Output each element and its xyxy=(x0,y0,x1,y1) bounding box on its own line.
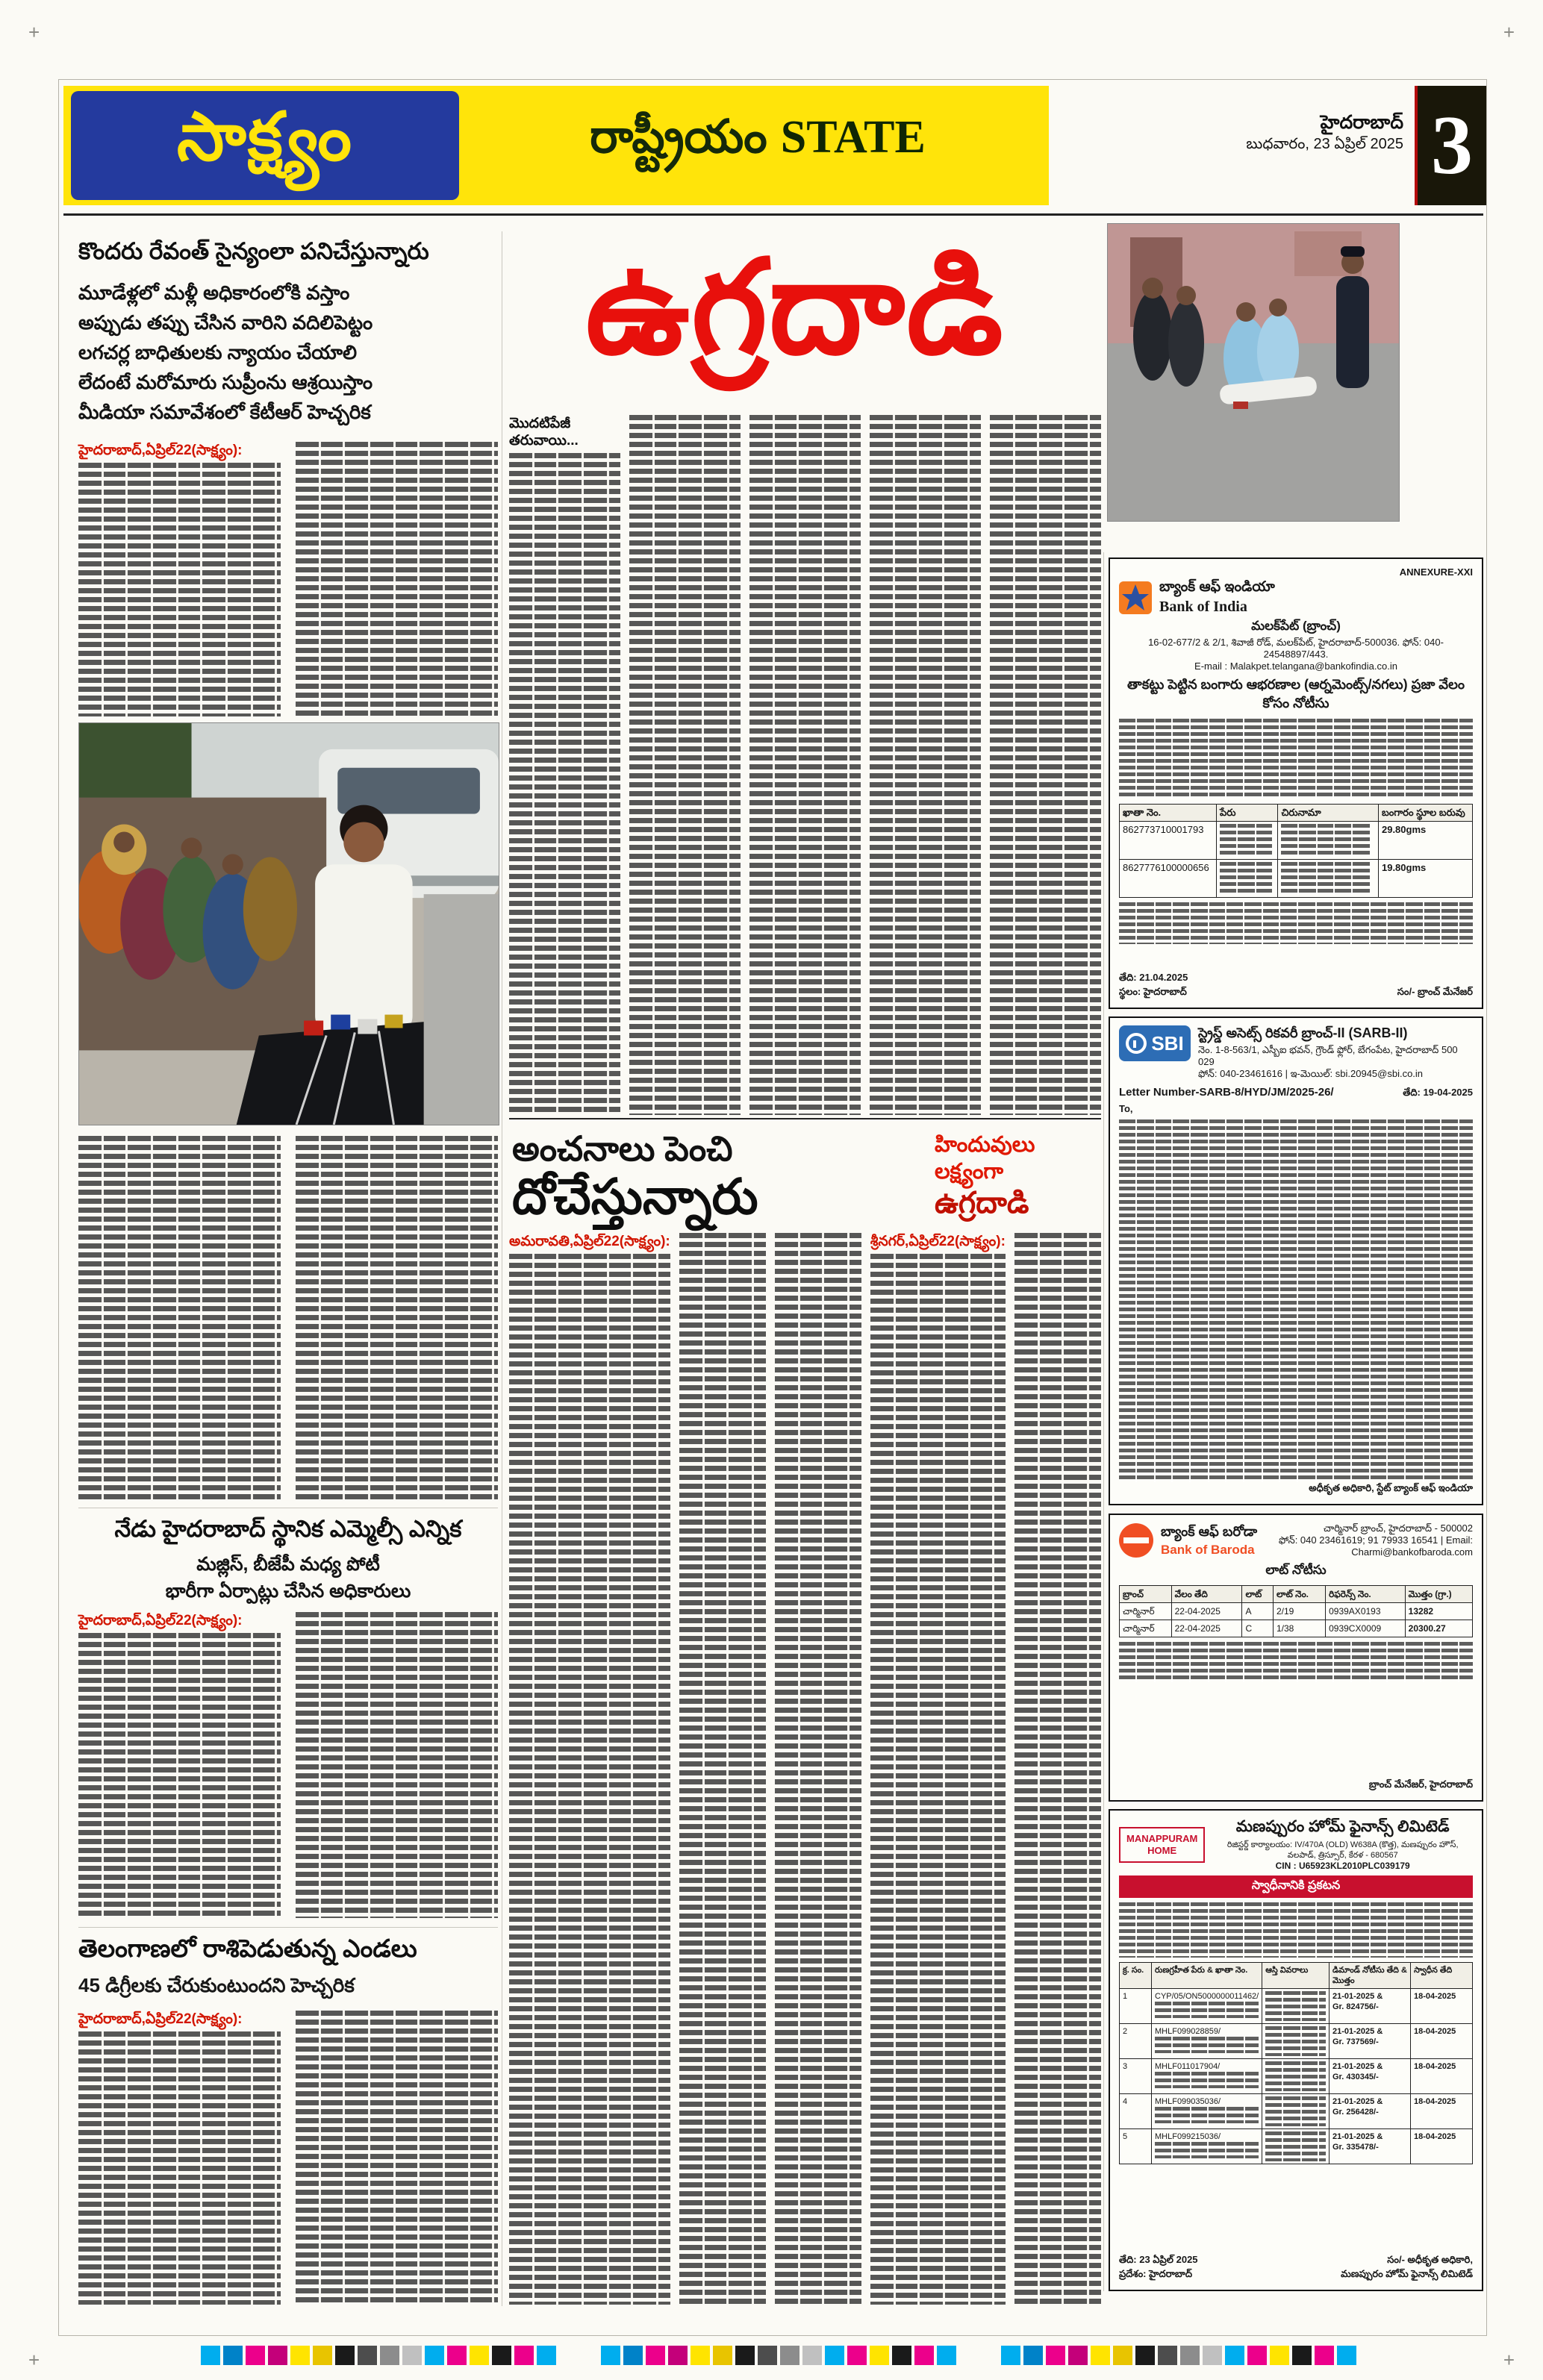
color-patch xyxy=(1001,2346,1020,2365)
ad-text-block xyxy=(1265,1991,1326,2021)
auction-date-cell: 22-04-2025 xyxy=(1171,1603,1242,1620)
color-patch xyxy=(402,2346,422,2365)
color-patch xyxy=(1203,2346,1222,2365)
color-patch xyxy=(425,2346,444,2365)
possession-date-cell: 18-04-2025 xyxy=(1411,2094,1473,2129)
terror-article-headline: ఉగ్రదాడి xyxy=(935,1187,1029,1219)
sbi-keyhole-icon xyxy=(1126,1033,1147,1054)
sbi-logo xyxy=(1119,1025,1191,1061)
sbi-footer xyxy=(1119,1482,1473,1496)
color-patch-gap xyxy=(559,2346,601,2365)
boi-signature: సం/- బ్రాంచ్ మేనేజర్ xyxy=(1397,986,1473,997)
boi-name-telugu: బ్యాంక్ ఆఫ్ ఇండియా xyxy=(1159,579,1275,595)
body-text-block xyxy=(1014,1233,1101,2305)
center-bottom-text xyxy=(509,1233,1101,2305)
body-text-block xyxy=(296,1136,498,1503)
deck-line: భారీగా ఏర్పాట్లు చేసిన అధికారులు xyxy=(165,1581,411,1602)
color-patch xyxy=(1315,2346,1334,2365)
manappuram-reg-office: రిజిస్టర్డ్ కార్యాలయం: IV/470A (OLD) W638A (కొత్త), మణప్పురం హౌస్, వలపాడ్, త్రిస్సూర్, కేరళ - 680567 xyxy=(1226,1840,1459,1860)
color-patch xyxy=(290,2346,310,2365)
demand-amount-cell: Gr. 335478/- xyxy=(1332,2143,1379,2152)
possession-date-cell: 18-04-2025 xyxy=(1411,2129,1473,2164)
newspaper-logo-text: సాక్ష్యం xyxy=(176,99,354,175)
ktr-article-body-bottom xyxy=(78,1136,498,1503)
ad-text-block xyxy=(1155,2037,1259,2053)
bob-footer xyxy=(1119,1778,1473,1793)
loot-article-headline-block xyxy=(512,1128,915,1224)
color-patch xyxy=(537,2346,556,2365)
body-text-block xyxy=(296,442,498,716)
edition-date-block xyxy=(1194,110,1403,154)
table-header: లాట్ xyxy=(1242,1586,1274,1603)
ad-text-block xyxy=(1119,719,1473,799)
ad-text-block xyxy=(1281,862,1371,895)
body-text-block xyxy=(78,1633,281,1918)
branch-cell: చార్మినార్ xyxy=(1120,1620,1172,1637)
boi-address: 16-02-677/2 & 2/1, శివాజీ రోడ్, మలక్‌పేట్, హైదరాబాద్-500036. ఫోన్: 040-24548897/443. xyxy=(1148,637,1444,660)
ktr-article-headline: కొందరు రేవంత్ సైన్యంలా పనిచేస్తున్నారు xyxy=(78,238,429,264)
color-patch xyxy=(447,2346,467,2365)
section-title xyxy=(478,110,1038,175)
color-patch xyxy=(914,2346,934,2365)
account-cell: MHLF099028859/ xyxy=(1155,2027,1221,2036)
color-patch xyxy=(668,2346,688,2365)
account-cell: MHLF099035036/ xyxy=(1155,2097,1221,2106)
manappuram-signature: సం/- అధీకృత అధికారి, xyxy=(1387,2254,1473,2265)
boi-branch: మలక్‌పేట్ (బ్రాంచ్) xyxy=(1251,619,1341,633)
color-patch xyxy=(825,2346,844,2365)
demand-amount-cell: Gr. 824756/- xyxy=(1332,2002,1379,2011)
masthead-rule xyxy=(63,213,1483,216)
sbi-branch-title: స్ట్రెస్డ్ అసెట్స్ రికవరీ బ్రాంచ్-II (SARB-II) xyxy=(1198,1025,1408,1040)
bank-of-india-icon xyxy=(1119,581,1152,614)
gold-weight: 19.80gms xyxy=(1378,860,1472,898)
table-header: క్ర. సం. xyxy=(1120,1963,1152,1989)
dateline: హైదరాబాద్,ఏప్రిల్22(సాక్ష్యం): xyxy=(78,1613,243,1628)
color-patch xyxy=(223,2346,243,2365)
table-row xyxy=(1120,1620,1473,1637)
body-text-block xyxy=(296,2011,498,2305)
table-row xyxy=(1120,860,1473,898)
color-patch xyxy=(1270,2346,1289,2365)
color-patch xyxy=(646,2346,665,2365)
body-text-block xyxy=(870,1254,1006,2305)
continued-from-page-one: మొదటిపేజీ తరువాయి... xyxy=(509,416,579,449)
possession-notice-band: స్వాధీనానికి ప్రకటన xyxy=(1119,1875,1473,1898)
demand-date-cell: 21-01-2025 & xyxy=(1332,2097,1383,2106)
body-text-block xyxy=(870,415,981,1115)
color-patch xyxy=(1046,2346,1065,2365)
color-patch xyxy=(1068,2346,1088,2365)
manappuram-place: ప్రదేశం: హైదరాబాద్ xyxy=(1119,2268,1193,2279)
dateline: అమరావతి,ఏప్రిల్22(సాక్ష్యం): xyxy=(509,1234,670,1249)
color-patch xyxy=(358,2346,377,2365)
serial-cell: 4 xyxy=(1120,2094,1152,2129)
terror-article-headline-block xyxy=(935,1131,1100,1221)
deck-line: లగచర్ల బాధితులకు న్యాయం చేయాలి xyxy=(78,341,358,363)
heat-article-body xyxy=(78,2011,498,2305)
table-row xyxy=(1120,2094,1473,2129)
separator-rule xyxy=(78,1927,498,1928)
color-patch xyxy=(1023,2346,1043,2365)
body-text-block xyxy=(990,415,1101,1115)
possession-date-cell: 18-04-2025 xyxy=(1411,2059,1473,2094)
color-patch xyxy=(847,2346,867,2365)
ktr-article-body-top xyxy=(78,442,498,716)
ad-text-block xyxy=(1220,862,1272,895)
manappuram-signature-org: మణప్పురం హోమ్ ఫైనాన్స్ లిమిటెడ్ xyxy=(1341,2268,1473,2279)
cropmark-top-right: + xyxy=(1503,21,1515,43)
body-text-block xyxy=(749,415,861,1115)
body-text-block xyxy=(78,2031,281,2305)
demand-date-cell: 21-01-2025 & xyxy=(1332,2132,1383,2141)
bob-header-row xyxy=(1119,1522,1473,1558)
bank-of-baroda-ad xyxy=(1109,1514,1483,1802)
manappuram-ad xyxy=(1109,1809,1483,2291)
table-header: చిరునామా xyxy=(1278,805,1379,822)
manappuram-header-row xyxy=(1119,1818,1473,1871)
dateline: శ్రీనగర్,ఏప్రిల్22(సాక్ష్యం): xyxy=(870,1234,1006,1249)
possession-date-cell: 18-04-2025 xyxy=(1411,1989,1473,2024)
ad-text-block xyxy=(1155,2072,1259,2088)
color-patch xyxy=(380,2346,399,2365)
bob-name-english: Bank of Baroda xyxy=(1161,1542,1255,1557)
reference-cell: 0939AX0193 xyxy=(1326,1603,1406,1620)
account-number: 8627776100000656 xyxy=(1120,860,1217,898)
ktr-press-photo xyxy=(78,722,499,1125)
table-header: స్వాధీన తేది xyxy=(1411,1963,1473,1989)
deck-line: మీడియా సమావేశంలో కేటీఆర్ హెచ్చరిక xyxy=(78,401,371,423)
sbi-contact: ఫోన్: 040-23461616 | ఇ-మెయిల్: sbi.20945@sbi.co.in xyxy=(1198,1068,1424,1079)
manappuram-logo-line2: HOME xyxy=(1147,1844,1177,1856)
ad-text-block xyxy=(1265,2131,1326,2161)
color-patch xyxy=(870,2346,889,2365)
serial-cell: 2 xyxy=(1120,2024,1152,2059)
color-patch xyxy=(758,2346,777,2365)
sbi-to-label: To, xyxy=(1119,1103,1133,1114)
color-patch xyxy=(492,2346,511,2365)
table-header: బ్రాంచ్ xyxy=(1120,1586,1172,1603)
demand-amount-cell: Gr. 737569/- xyxy=(1332,2037,1379,2046)
lot-type-cell: A xyxy=(1242,1603,1274,1620)
color-patch xyxy=(1225,2346,1244,2365)
demand-date-cell: 21-01-2025 & xyxy=(1332,2027,1383,2036)
table-header: బంగారం స్థూల బరువు xyxy=(1378,805,1472,822)
center-top-text xyxy=(509,415,1101,1115)
mlc-article-deck xyxy=(78,1551,498,1605)
ad-text-block xyxy=(1281,824,1371,857)
demand-date-cell: 21-01-2025 & xyxy=(1332,1992,1383,2001)
cropmark-bottom-right: + xyxy=(1503,2349,1515,2371)
ad-text-block xyxy=(1155,2142,1259,2158)
color-patch xyxy=(780,2346,799,2365)
body-text-block xyxy=(775,1233,861,2305)
ad-text-block xyxy=(1155,2107,1259,2123)
ad-text-block xyxy=(1265,2061,1326,2091)
body-text-block xyxy=(509,453,620,1115)
demand-amount-cell: Gr. 256428/- xyxy=(1332,2108,1379,2117)
sbi-logo-text: SBI xyxy=(1151,1031,1184,1055)
center-section-rule xyxy=(509,1118,1101,1119)
body-text-block xyxy=(679,1233,766,2305)
sbi-letter-number: Letter Number-SARB-8/HYD/JM/2025-26/ xyxy=(1119,1086,1334,1099)
bob-notice-title: లాట్ నోటీసు xyxy=(1265,1563,1327,1577)
table-row xyxy=(1120,822,1473,860)
table-header: రిఫరెన్స్ నెం. xyxy=(1326,1586,1406,1603)
color-patch xyxy=(1158,2346,1177,2365)
annexure-label: ANNEXURE-XXI xyxy=(1399,566,1473,578)
ad-text-block xyxy=(1119,902,1473,944)
table-row xyxy=(1120,1603,1473,1620)
cropmark-top-left: + xyxy=(28,21,40,43)
reference-cell: 0939CX0009 xyxy=(1326,1620,1406,1637)
manappuram-cin: CIN : U65923KL2010PLC039179 xyxy=(1275,1861,1410,1871)
sbi-address: నెం. 1-8-563/1, ఎస్బీఐ భవన్, గ్రౌండ్ ఫ్లోర్, బేగంపేట, హైదరాబాద్ 500 029 xyxy=(1198,1044,1458,1067)
color-patch xyxy=(1337,2346,1356,2365)
dateline: హైదరాబాద్,ఏప్రిల్22(సాక్ష్యం): xyxy=(78,443,243,458)
lot-type-cell: C xyxy=(1242,1620,1274,1637)
table-row xyxy=(1120,2059,1473,2094)
color-patch xyxy=(268,2346,287,2365)
sbi-date: తేది: 19-04-2025 xyxy=(1403,1087,1473,1098)
section-title-telugu: రాష్ట్రీయం xyxy=(590,111,767,163)
body-text-block xyxy=(296,1612,498,1918)
account-cell: CYP/05/ON5000000011462/ xyxy=(1155,1992,1259,2001)
table-header: మొత్తం (గ్రా.) xyxy=(1405,1586,1472,1603)
edition-city: హైదరాబాద్ xyxy=(1320,112,1403,133)
ad-text-block xyxy=(1119,1902,1473,1958)
terror-article-kicker: హిందువులు లక్ష్యంగా xyxy=(935,1133,1035,1184)
table-header: పేరు xyxy=(1217,805,1278,822)
amount-cell: 13282 xyxy=(1405,1603,1472,1620)
bob-lot-table xyxy=(1119,1585,1473,1637)
lead-headline: ఉగ్రదాడి xyxy=(585,235,1005,381)
body-text-block xyxy=(509,1254,670,2305)
deck-line: లేదంటే మరోమారు సుప్రీంను ఆశ్రయిస్తాం xyxy=(78,371,373,393)
manappuram-name: మణప్పురం హోమ్ ఫైనాన్స్ లిమిటెడ్ xyxy=(1235,1818,1450,1835)
terror-attack-photo-art xyxy=(1108,224,1399,521)
color-patch xyxy=(1091,2346,1110,2365)
lot-number-cell: 2/19 xyxy=(1274,1603,1326,1620)
color-patch xyxy=(470,2346,489,2365)
color-patch xyxy=(735,2346,755,2365)
ad-text-block xyxy=(1265,2026,1326,2056)
gold-weight: 29.80gms xyxy=(1378,822,1472,860)
boi-email: E-mail : Malakpet.telangana@bankofindia.co.in xyxy=(1194,660,1397,672)
color-patch xyxy=(201,2346,220,2365)
sbi-header-row xyxy=(1119,1025,1473,1080)
table-header: ఆస్తి వివరాలు xyxy=(1262,1963,1330,1989)
manappuram-logo xyxy=(1119,1827,1205,1863)
manappuram-possession-table xyxy=(1119,1962,1473,2164)
color-patch xyxy=(246,2346,265,2365)
heat-article-headline: తెలంగాణలో రాశిపెడుతున్న ఎండలు xyxy=(78,1934,417,1962)
bank-of-baroda-icon xyxy=(1119,1523,1153,1558)
ktr-article-deck xyxy=(78,278,498,427)
color-patch xyxy=(623,2346,643,2365)
loot-article-kicker: అంచనాలు పెంచి xyxy=(512,1129,733,1168)
table-header: లాట్ నెం. xyxy=(1274,1586,1326,1603)
bob-signature: బ్రాంచ్ మేనేజర్, హైదరాబాద్ xyxy=(1368,1778,1473,1790)
manappuram-date: తేది: 23 ఏప్రిల్ 2025 xyxy=(1119,2254,1198,2265)
ad-text-block xyxy=(1155,2002,1259,2018)
ktr-press-photo-art xyxy=(79,723,499,1125)
color-patch xyxy=(514,2346,534,2365)
table-header: ఖాతా నెం. xyxy=(1120,805,1217,822)
ad-text-block xyxy=(1119,1642,1473,1682)
deck-line: మూడేళ్లలో మళ్లీ అధికారంలోకి వస్తాం xyxy=(78,281,350,304)
body-text-block xyxy=(78,463,281,716)
page-number: 3 xyxy=(1431,99,1473,192)
lot-number-cell: 1/38 xyxy=(1274,1620,1326,1637)
deck-line: మజ్లిస్, బీజేపీ మధ్య పోటీ xyxy=(196,1554,380,1575)
color-patch xyxy=(1247,2346,1267,2365)
color-patch xyxy=(713,2346,732,2365)
color-patch xyxy=(1135,2346,1155,2365)
bob-branch: చార్మినార్ బ్రాంచ్, హైదరాబాద్ - 500002 xyxy=(1323,1522,1473,1534)
auction-date-cell: 22-04-2025 xyxy=(1171,1620,1242,1637)
body-text-block xyxy=(78,1136,281,1503)
table-header: వేలం తేది xyxy=(1171,1586,1242,1603)
boi-footer xyxy=(1119,972,1473,1000)
bob-name-telugu: బ్యాంక్ ఆఫ్ బరోడా xyxy=(1161,1523,1258,1539)
body-text-block xyxy=(629,415,741,1115)
heat-article-subhead: 45 డిగ్రీలకు చేరుకుంటుందని హెచ్చరిక xyxy=(78,1974,355,1996)
sbi-signature: అధీకృత అధికారి, స్టేట్ బ్యాంక్ ఆఫ్ ఇండియా xyxy=(1309,1482,1473,1493)
color-patch xyxy=(937,2346,956,2365)
color-patch xyxy=(1292,2346,1312,2365)
color-patch xyxy=(691,2346,710,2365)
ad-text-block xyxy=(1119,1119,1473,1482)
newspaper-logo xyxy=(71,91,459,200)
color-patch xyxy=(313,2346,332,2365)
serial-cell: 3 xyxy=(1120,2059,1152,2094)
amount-cell: 20300.27 xyxy=(1405,1620,1472,1637)
section-title-english: STATE xyxy=(780,112,926,163)
mlc-article-body xyxy=(78,1612,498,1918)
dateline: హైదరాబాద్,ఏప్రిల్22(సాక్ష్యం): xyxy=(78,2011,243,2027)
cropmark-bottom-left: + xyxy=(28,2349,40,2371)
boi-date: తేది: 21.04.2025 xyxy=(1119,972,1188,983)
account-number: 862773710001793 xyxy=(1120,822,1217,860)
color-patch xyxy=(335,2346,355,2365)
ad-text-block xyxy=(1265,2096,1326,2126)
demand-date-cell: 21-01-2025 & xyxy=(1332,2062,1383,2071)
serial-cell: 5 xyxy=(1120,2129,1152,2164)
color-patch xyxy=(892,2346,911,2365)
deck-line: అప్పుడు తప్పు చేసిన వారిని వదిలిపెట్టం xyxy=(78,311,373,334)
loot-article-headline: దోచేస్తున్నారు xyxy=(512,1169,758,1224)
boi-name-english: Bank of India xyxy=(1159,599,1247,615)
boi-place: స్థలం: హైదరాబాద్ xyxy=(1119,986,1187,997)
sbi-ad xyxy=(1109,1016,1483,1505)
table-header: రుణగ్రహీత పేరు & ఖాతా నెం. xyxy=(1152,1963,1262,1989)
table-row xyxy=(1120,2024,1473,2059)
boi-notice-title: తాకట్టు పెట్టిన బంగారు ఆభరణాల (ఆర్నమెంట్స్/నగలు) ప్రజా వేలం కోసం నోటీసు xyxy=(1127,677,1465,710)
ad-text-block xyxy=(1220,824,1272,857)
color-patch xyxy=(1113,2346,1132,2365)
account-cell: MHLF011017904/ xyxy=(1155,2062,1221,2071)
bank-of-india-ad xyxy=(1109,557,1483,1009)
printer-marks xyxy=(78,2343,1482,2367)
terror-attack-photo xyxy=(1107,223,1400,522)
color-patch xyxy=(802,2346,822,2365)
table-row xyxy=(1120,2129,1473,2164)
column-rule-right xyxy=(1103,552,1104,2291)
bob-contact: ఫోన్: 040 23461619; 91 79933 16541 | Email: Charmi@bankofbaroda.com xyxy=(1278,1534,1473,1558)
serial-cell: 1 xyxy=(1120,1989,1152,2024)
color-patch xyxy=(1180,2346,1200,2365)
color-patch-gap xyxy=(959,2346,1001,2365)
table-header: డిమాండ్ నోటీసు తేది & మొత్తం xyxy=(1330,1963,1411,1989)
edition-date: బుధవారం, 23 ఏప్రిల్ 2025 xyxy=(1246,136,1403,152)
manappuram-footer xyxy=(1119,2254,1473,2282)
boi-gold-auction-table xyxy=(1119,804,1473,898)
account-cell: MHLF099215036/ xyxy=(1155,2132,1221,2141)
possession-date-cell: 18-04-2025 xyxy=(1411,2024,1473,2059)
color-patch xyxy=(601,2346,620,2365)
table-row xyxy=(1120,1989,1473,2024)
page-number-box xyxy=(1415,86,1486,205)
branch-cell: చార్మినార్ xyxy=(1120,1603,1172,1620)
mlc-article-headline: నేడు హైదరాబాద్ స్థానిక ఎమ్మెల్సీ ఎన్నిక xyxy=(114,1516,462,1542)
manappuram-logo-line1: MANAPPURAM xyxy=(1126,1832,1198,1844)
demand-amount-cell: Gr. 430345/- xyxy=(1332,2073,1379,2081)
boi-logo-row xyxy=(1119,579,1473,616)
